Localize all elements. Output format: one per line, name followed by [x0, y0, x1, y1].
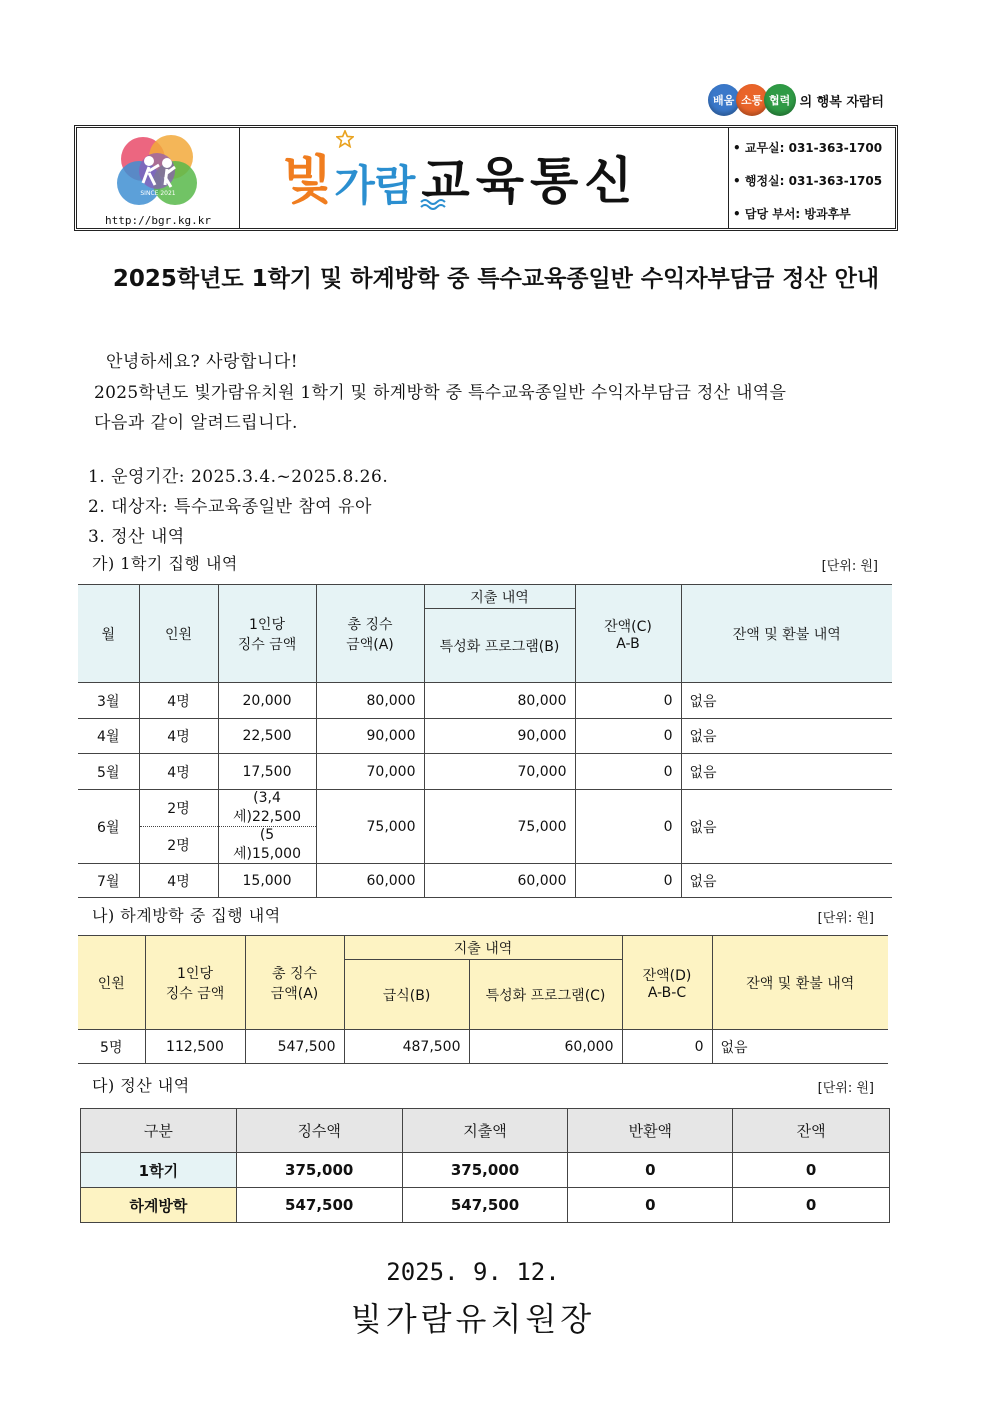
school-url[interactable]: http://bgr.kg.kr [105, 214, 211, 227]
header-total: 총 징수 금액(A) [245, 936, 344, 1030]
newsletter-header [74, 125, 898, 231]
greeting: 안녕하세요? 사랑합니다! [106, 352, 299, 372]
cell-returned: 0 [568, 1188, 733, 1223]
cell-refund: 없음 [681, 683, 892, 719]
cell-people: 4명 [139, 683, 218, 719]
cell-balance: 0 [733, 1153, 890, 1188]
header-category: 구분 [81, 1109, 237, 1153]
vacation-table [78, 935, 888, 1064]
header-refund: 잔액 및 환불 내역 [681, 585, 892, 683]
cell-per: 20,000 [218, 683, 316, 719]
table-row [78, 754, 892, 790]
cell-refund: 없음 [681, 864, 892, 898]
header-people: 인원 [78, 936, 145, 1030]
cell-total: 60,000 [316, 864, 424, 898]
table-row [78, 864, 892, 898]
cell-total: 90,000 [316, 719, 424, 754]
item-period: 1. 운영기간: 2025.3.4.~2025.8.26. [88, 467, 389, 487]
logo-since-text: SINCE 2021 [140, 190, 176, 197]
cell-returned: 0 [568, 1153, 733, 1188]
header-spend: 지출 내역 [344, 936, 622, 960]
title-part-education: 교육통신 [421, 152, 639, 210]
settlement-table [80, 1108, 890, 1223]
cell-balance: 0 [733, 1188, 890, 1223]
cell-people: 4명 [139, 754, 218, 790]
cell-program: 80,000 [424, 683, 575, 719]
title-part-bit: 빛 [282, 150, 333, 211]
table-row [78, 790, 892, 827]
contact-admin-office: • 행정실: 031-363-1705 [733, 174, 883, 188]
cell-program: 60,000 [469, 1030, 622, 1064]
header-people: 인원 [139, 585, 218, 683]
table-row [78, 719, 892, 754]
cell-total: 547,500 [245, 1030, 344, 1064]
section-a-unit: [단위: 원] [821, 559, 878, 574]
table-row [78, 683, 892, 719]
cell-people: 2명 [139, 827, 218, 864]
section-b-label: 나) 하계방학 중 집행 내역 [92, 906, 281, 925]
signature: 빛가람유치원장 [350, 1300, 596, 1338]
cell-balance: 0 [575, 683, 681, 719]
cell-program: 90,000 [424, 719, 575, 754]
cell-category: 1학기 [81, 1153, 237, 1188]
cell-month: 3월 [78, 683, 139, 719]
cell-spent: 375,000 [402, 1153, 568, 1188]
section-c-label: 다) 정산 내역 [92, 1076, 190, 1095]
header-balance: 잔액(C) A-B [575, 585, 681, 683]
title-part-garam: 가람 [334, 161, 416, 210]
cell-balance: 0 [622, 1030, 712, 1064]
table-row [81, 1153, 890, 1188]
motto-circle-communication: 소통 [736, 84, 768, 116]
cell-meal: 487,500 [344, 1030, 469, 1064]
header-meal: 급식(B) [344, 960, 469, 1030]
cell-collected: 547,500 [236, 1188, 402, 1223]
cell-program: 60,000 [424, 864, 575, 898]
header-returned: 반환액 [568, 1109, 733, 1153]
cell-month: 4월 [78, 719, 139, 754]
cell-people: 2명 [139, 790, 218, 827]
header-spend: 지출 내역 [424, 585, 575, 609]
header-collected: 징수액 [236, 1109, 402, 1153]
table-row [78, 1030, 888, 1064]
section-c-unit: [단위: 원] [817, 1081, 874, 1096]
header-balance: 잔액 [733, 1109, 890, 1153]
cell-people: 4명 [139, 719, 218, 754]
cell-per: 15,000 [218, 864, 316, 898]
motto-circle-learning: 배움 [708, 84, 740, 116]
cell-per: 22,500 [218, 719, 316, 754]
newsletter-title [282, 138, 639, 213]
table-row [81, 1188, 890, 1223]
cell-per: (5세)15,000 [218, 827, 316, 864]
header-per-person: 1인당 징수 금액 [218, 585, 316, 683]
header-per-person: 1인당 징수 금액 [145, 936, 245, 1030]
cell-month: 7월 [78, 864, 139, 898]
cell-refund: 없음 [712, 1030, 888, 1064]
contact-department: • 담당 부서: 방과후부 [733, 207, 851, 221]
motto [708, 84, 884, 116]
cell-people: 4명 [139, 864, 218, 898]
cell-refund: 없음 [681, 719, 892, 754]
document-title: 2025학년도 1학기 및 하계방학 중 특수교육종일반 수익자부담금 정산 안내 [112, 266, 880, 292]
section-a-label: 가) 1학기 집행 내역 [92, 554, 238, 573]
header-month: 월 [78, 585, 139, 683]
school-logo-icon [115, 131, 201, 213]
cell-total: 80,000 [316, 683, 424, 719]
item-target: 2. 대상자: 특수교육종일반 참여 유아 [88, 497, 372, 517]
motto-text: 의 행복 자람터 [799, 94, 884, 110]
document-date: 2025. 9. 12. [386, 1258, 560, 1286]
cell-people: 5명 [78, 1030, 145, 1064]
header-spent: 지출액 [402, 1109, 568, 1153]
cell-collected: 375,000 [236, 1153, 402, 1188]
cell-program: 75,000 [424, 790, 575, 864]
motto-circle-cooperation: 협력 [764, 84, 796, 116]
cell-total: 75,000 [316, 790, 424, 864]
cell-balance: 0 [575, 864, 681, 898]
title-cell [240, 128, 729, 228]
wave-icon [420, 198, 446, 212]
item-settlement: 3. 정산 내역 [88, 527, 185, 547]
cell-refund: 없음 [681, 754, 892, 790]
cell-per: 112,500 [145, 1030, 245, 1064]
header-balance: 잔액(D) A-B-C [622, 936, 712, 1030]
cell-month: 6월 [78, 790, 139, 864]
section-b-unit: [단위: 원] [817, 911, 874, 926]
cell-per: (3,4세)22,500 [218, 790, 316, 827]
header-program: 특성화 프로그램(B) [424, 609, 575, 683]
header-program: 특성화 프로그램(C) [469, 960, 622, 1030]
cell-program: 70,000 [424, 754, 575, 790]
header-refund: 잔액 및 환불 내역 [712, 936, 888, 1030]
cell-total: 70,000 [316, 754, 424, 790]
intro-line-2: 다음과 같이 알려드립니다. [94, 413, 298, 433]
logo-cell [77, 128, 240, 228]
intro-line-1: 2025학년도 빛가람유치원 1학기 및 하계방학 중 특수교육종일반 수익자부담금 정산 내역을 [94, 383, 787, 403]
cell-balance: 0 [575, 754, 681, 790]
semester-table [78, 584, 892, 898]
contact-academic-office: • 교무실: 031-363-1700 [733, 141, 883, 155]
cell-category: 하계방학 [81, 1188, 237, 1223]
cell-refund: 없음 [681, 790, 892, 864]
cell-spent: 547,500 [402, 1188, 568, 1223]
header-total: 총 징수 금액(A) [316, 585, 424, 683]
cell-month: 5월 [78, 754, 139, 790]
cell-balance: 0 [575, 790, 681, 864]
contact-info [729, 128, 895, 228]
cell-balance: 0 [575, 719, 681, 754]
cell-per: 17,500 [218, 754, 316, 790]
